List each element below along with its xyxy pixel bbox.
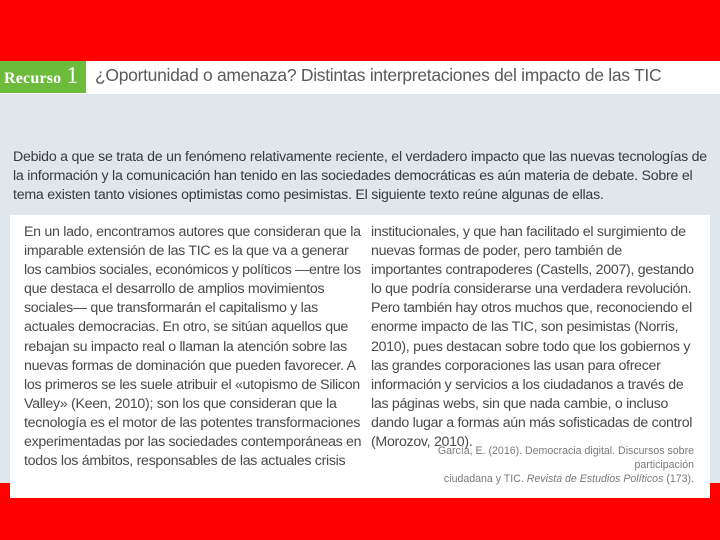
resource-label: Recurso [4,70,62,87]
text-column-right [371,223,696,452]
resource-title: ¿Oportunidad o amenaza? Distintas interpretaciones del impacto de las TIC [95,65,662,85]
right-column-text: institucionales, y que han facilitado el surgimiento de nuevas formas de poder, pero también de importantes contrapoderes (Castells, 2007), gestando lo que podría considerarse una verdadera revolución. Pero también hay otros muchos que, reconociendo el enorme impacto de las TIC, son pesimistas (Norris, 2010), pues destacan sobre todo que los gobiernos y las grandes corporaciones las usan para ofrecer información y servicios a los ciudadanos a través de las páginas webs, sin que nada cambie, o incluso dando lugar a formas aún más sofisticadas de control (Morozov, 2010). [371,224,694,451]
citation [394,444,694,486]
text-column-left [24,223,362,471]
citation-journal: Revista de Estudios Políticos [526,473,664,485]
resource-badge [0,61,86,93]
citation-line-2 [394,472,694,486]
left-column-text: En un lado, encontramos autores que consideran que la imparable extensión de las TIC es la que va a generar los cambios sociales, económicos y políticos —entre los que destaca el desarrollo de amplios movimientos sociales— que transformarán el capitalismo y las actuales democracias. En otro, se sitúan aquellos que rebajan su impacto real o llaman la atención sobre las nuevas formas de dominación que pueden favorecer. A los primeros se les suele atribuir el «utopismo de Silicon Valley» (Keen, 2010); son los que consideran que la tecnología es el motor de las potentes transformaciones experimentadas por las sociedades contemporáneas en todos los ámbitos, responsables de las actuales crisis [24,224,362,470]
citation-line-1: García, E. (2016). Democracia digital. Discursos sobre participación [437,445,694,471]
citation-suffix: (173). [663,473,694,485]
resource-panel [0,94,720,483]
quoted-text-box [10,215,710,498]
resource-number: 1 [66,63,79,89]
citation-prefix: ciudadana y TIC. [443,473,527,485]
intro-paragraph: Debido a que se trata de un fenómeno relativamente reciente, el verdadero impacto que las nuevas tecnologías de la información y la comunicación han tenido en las sociedades democráticas es aún materia de debate. Sobre el tema existen tanto visiones optimistas como pesimistas. El siguiente texto reúne algunas de ellas. [13,149,707,203]
slide [0,61,720,483]
